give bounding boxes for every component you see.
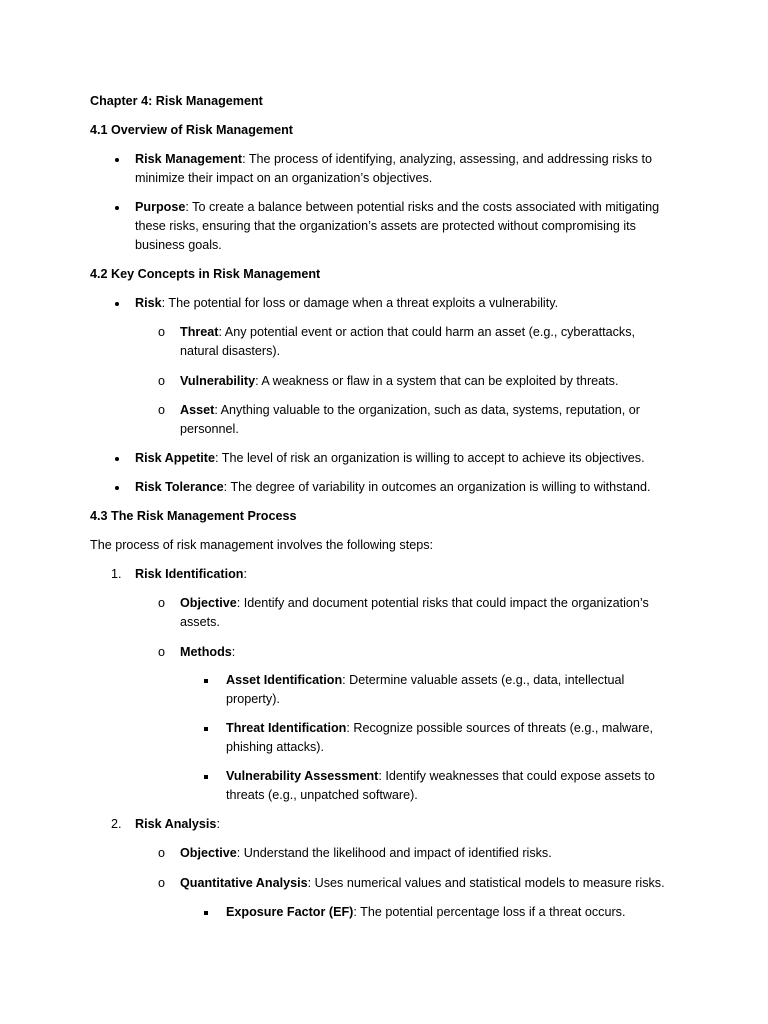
- term: Methods: [180, 645, 232, 659]
- bullet-square: [204, 719, 208, 738]
- term: Threat: [180, 325, 219, 339]
- bullet-square: [204, 767, 208, 786]
- sub-bullet-marker: o: [158, 374, 166, 388]
- bullet-square: [204, 903, 208, 922]
- sub-bullet-marker: o: [158, 403, 166, 417]
- bullet-disc: [115, 198, 119, 217]
- term: Threat Identification: [226, 721, 347, 735]
- text: : To create a balance between potential risks and the costs associated with mitigating: [185, 200, 660, 214]
- text: : The potential percentage loss if a threat occurs.: [353, 905, 626, 919]
- term: Exposure Factor (EF): [226, 905, 354, 919]
- term: Vulnerability Assessment: [226, 769, 379, 783]
- term: Risk: [135, 296, 162, 310]
- list-item-objective: [180, 594, 649, 614]
- term: Purpose: [135, 200, 186, 214]
- list-item-purpose: [135, 198, 659, 218]
- sub-bullet-marker: o: [158, 325, 166, 339]
- term: Risk Analysis: [135, 817, 217, 831]
- list-item-risk-appetite: [135, 449, 645, 469]
- term: Risk Identification: [135, 567, 244, 581]
- list-item-risk-management: [135, 150, 652, 170]
- text: : Determine valuable assets (e.g., data, intellectual: [342, 673, 625, 687]
- sub-bullet-marker: o: [158, 645, 166, 659]
- text: : Identify weaknesses that could expose assets to: [378, 769, 655, 783]
- term: Risk Appetite: [135, 451, 216, 465]
- term: Asset: [180, 403, 215, 417]
- list-item-risk: [135, 294, 558, 314]
- text: : Recognize possible sources of threats (e.g., malware,: [346, 721, 653, 735]
- list-item-objective: [180, 844, 552, 864]
- list-item-continuation: natural disasters).: [180, 344, 281, 358]
- text: : A weakness or flaw in a system that can be exploited by threats.: [255, 374, 619, 388]
- text: : Understand the likelihood and impact of identified risks.: [236, 846, 552, 860]
- text: : The degree of variability in outcomes an organization is willing to withstand.: [223, 480, 651, 494]
- step-risk-analysis: [135, 815, 220, 835]
- bullet-disc: [115, 150, 119, 169]
- list-item-continuation: these risks, ensuring that the organization’s assets are protected without compromising its: [135, 219, 636, 233]
- list-item-continuation: business goals.: [135, 238, 222, 252]
- bullet-disc: [115, 449, 119, 468]
- list-item-asset-identification: [226, 671, 624, 691]
- text: : Anything valuable to the organization, such as data, systems, reputation, or: [214, 403, 640, 417]
- term: Asset Identification: [226, 673, 343, 687]
- text: : The process of identifying, analyzing, assessing, and addressing risks to: [242, 152, 653, 166]
- term: Risk Tolerance: [135, 480, 224, 494]
- text: : Uses numerical values and statistical models to measure risks.: [307, 876, 665, 890]
- list-item-threat-identification: [226, 719, 653, 739]
- term: Risk Management: [135, 152, 243, 166]
- text: :: [216, 817, 220, 831]
- paragraph-intro: The process of risk management involves the following steps:: [90, 538, 433, 552]
- bullet-disc: [115, 294, 119, 313]
- text: : The potential for loss or damage when a threat exploits a vulnerability.: [161, 296, 559, 310]
- list-item-quantitative-analysis: [180, 874, 665, 894]
- term: Objective: [180, 846, 237, 860]
- text: :: [243, 567, 247, 581]
- list-item-vulnerability-assessment: [226, 767, 655, 787]
- bullet-square: [204, 671, 208, 690]
- section-heading-4-1: 4.1 Overview of Risk Management: [90, 123, 293, 137]
- text: : Identify and document potential risks that could impact the organization’s: [236, 596, 649, 610]
- list-item-vulnerability: [180, 372, 618, 392]
- term: Vulnerability: [180, 374, 256, 388]
- section-heading-4-2: 4.2 Key Concepts in Risk Management: [90, 267, 321, 281]
- list-item-continuation: phishing attacks).: [226, 740, 325, 754]
- list-item-asset: [180, 401, 640, 421]
- list-item-risk-tolerance: [135, 478, 650, 498]
- step-risk-identification: [135, 565, 247, 585]
- list-item-exposure-factor: [226, 903, 625, 923]
- text: : Any potential event or action that could harm an asset (e.g., cyberattacks,: [218, 325, 636, 339]
- text: :: [231, 645, 236, 659]
- list-item-continuation: threats (e.g., unpatched software).: [226, 788, 418, 802]
- step-number: 1.: [111, 567, 122, 581]
- term: Objective: [180, 596, 237, 610]
- section-heading-4-3: 4.3 The Risk Management Process: [90, 509, 297, 523]
- term: Quantitative Analysis: [180, 876, 308, 890]
- list-item-methods: [180, 643, 235, 663]
- sub-bullet-marker: o: [158, 596, 166, 610]
- list-item-threat: [180, 323, 635, 343]
- sub-bullet-marker: o: [158, 846, 166, 860]
- list-item-continuation: personnel.: [180, 422, 239, 436]
- bullet-disc: [115, 478, 119, 497]
- text: : The level of risk an organization is willing to accept to achieve its objectives.: [215, 451, 645, 465]
- sub-bullet-marker: o: [158, 876, 166, 890]
- chapter-title: Chapter 4: Risk Management: [90, 94, 263, 108]
- step-number: 2.: [111, 817, 122, 831]
- list-item-continuation: assets.: [180, 615, 220, 629]
- list-item-continuation: minimize their impact on an organization’s objectives.: [135, 171, 433, 185]
- list-item-continuation: property).: [226, 692, 280, 706]
